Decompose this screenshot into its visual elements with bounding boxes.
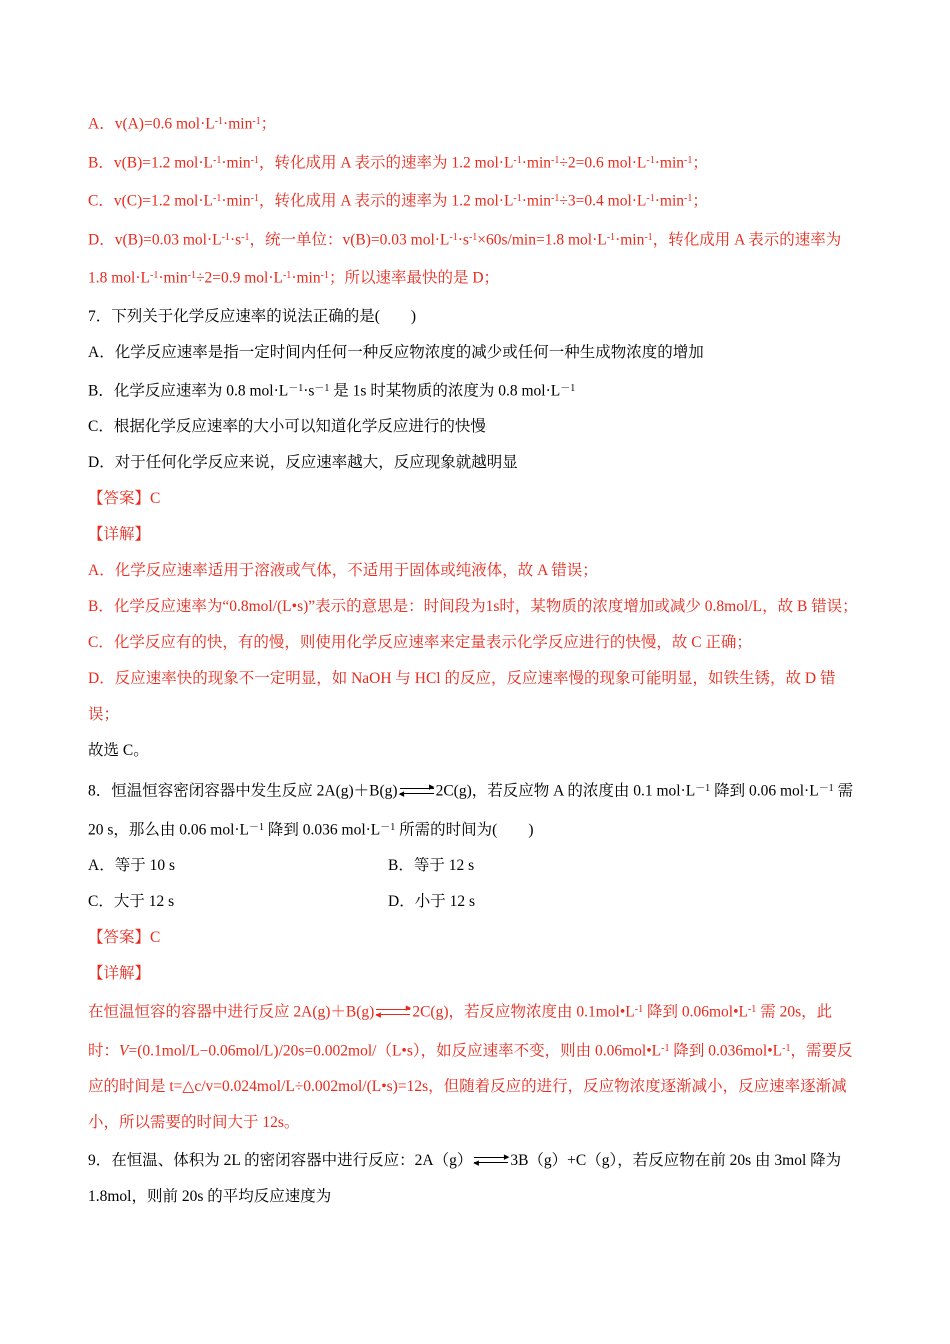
question-7-answer: 【答案】C [88, 490, 161, 507]
question-8-option-a: A．等于 10 s [88, 857, 175, 874]
question-8-option-b: B．等于 12 s [388, 857, 475, 874]
question-9-stem: 9．在恒温、体积为 2L 的密闭容器中进行反应：2A（g） ▸ ◂ 3B（g）+C（g），若反应物在前 20s 由 3mol 降为 1.8mol，则前 20s 的平均反应速度为 [88, 1150, 842, 1205]
question-8-options-row-2 [88, 884, 862, 920]
question-8-options-row-1 [88, 848, 862, 884]
question-7-conclusion: 故选 C。 [88, 742, 149, 759]
equilibrium-arrow-icon: ▸ ◂ [398, 781, 435, 800]
question-7-option-b: B．化学反应速率为 0.8 $mol\cdot L^{-1}\cdot s^{-1}$ 是 1s 时某物质的浓度为 0.8 $mol\cdot L^{-1}$ [88, 382, 576, 399]
question-8-explanation-label: 【详解】 [88, 965, 151, 982]
equilibrium-arrow-icon: ▸ ◂ [473, 1150, 510, 1170]
question-8-explanation-body: 在恒温恒容的容器中进行反应 2A(g)＋B(g) ▸ ◂ 2C(g)，若反应物浓度由 $0.1mol•L^{-1}$ 降到 $0.06mol•L^{-1}$ 需 20s，此时：V=(0.1mol/L−0.06mol/L)/20s=0.002mol/（L•s），如反应速率不变，则由 $0.06mol•L^{-1}$ 降到 $0.036mol•L^{-1}$，需要反应的时间是 t=△c/v=0.024mol/L÷0.002mol/(L•s)=12s，但随着反应的进行，反应物浓度逐渐减小，反应速率逐渐减小，所以需要的时间大于 12s。 [88, 1002, 853, 1131]
question-7-option-a: A．化学反应速率是指一定时间内任何一种反应物浓度的减少或任何一种生成物浓度的增加 [88, 343, 704, 361]
question-8-option-c: C．大于 12 s [88, 893, 175, 910]
question-7-option-c: C．根据化学反应速率的大小可以知道化学反应进行的快慢 [88, 418, 486, 435]
question-8-answer: 【答案】C [88, 929, 161, 946]
question-8-stem: 8．恒温恒容密闭容器中发生反应 2A(g)＋B(g) ▸ ◂ 2C(g)，若反应物 A 的浓度由 0.1 $mol\cdot L^{-1}$ 降到 0.06 $mol\cdot L^{-1}$ 需 20 s，那么由 0.06 $mol\cdot L^{-1}$ 降到 0.036 $mol\cdot L^{-1}$ 所需的时间为( ) [88, 781, 854, 838]
explanation-option-c: C．v(C)=1.2 $mol\cdot L^{-1}\cdot\min^{-1}$，转化成用 A 表示的速率为 1.2 $mol\cdot L^{-1}\cdot\min^{-1}\div 3=0.4$ $mol\cdot L^{-1}\cdot\min^{-1}$； [88, 192, 708, 210]
question-8-option-d: D．小于 12 s [388, 893, 475, 910]
question-7-stem: 7．下列关于化学反应速率的说法正确的是( ) [88, 307, 417, 325]
question-7-explanation-c: C．化学反应有的快，有的慢，则使用化学反应速率来定量表示化学反应进行的快慢，故 C 正确； [88, 634, 752, 651]
explanation-option-a: A．v(A)=0.6 $mol\cdot L^{-1}\cdot\min^{-1}$； [88, 115, 277, 133]
question-7-option-d: D．对于任何化学反应来说，反应速率越大，反应现象就越明显 [88, 454, 518, 471]
question-7-explanation-label: 【详解】 [88, 526, 151, 543]
rate-symbol: V [119, 1042, 129, 1059]
question-7-explanation-b: B．化学反应速率为“0.8mol/(L•s)”表示的意思是：时间段为1s时，某物质的浓度增加或减少 0.8mol/L，故 B 错误； [88, 598, 858, 615]
explanation-option-b: B．v(B)=1.2 $mol\cdot L^{-1}\cdot\min^{-1}$，转化成用 A 表示的速率为 1.2 $mol\cdot L^{-1}\cdot\min^{-1}\div 2=0.6$ $mol\cdot L^{-1}\cdot\min^{-1}$； [88, 154, 708, 171]
question-7-explanation-d: D．反应速率快的现象不一定明显，如 NaOH 与 HCl 的反应，反应速率慢的现象可能明显，如铁生锈，故 D 错误； [88, 670, 836, 723]
equilibrium-arrow-icon: ▸ ◂ [375, 1002, 412, 1021]
explanation-option-d: D．v(B)=0.03 $mol\cdot L^{-1}\cdot s^{-1}$，统一单位：v(B)=0.03 $mol\cdot L^{-1}\cdot s^{-1}\times 60s/\min=1.8$ $mol\cdot L^{-1}\cdot\min^{-1}$，转化成用 A 表示的速率为 1.8 $mol\cdot L^{-1}\cdot\min^{-1}\div 2=0.9$ $mol\cdot L^{-1}\cdot\min^{-1}$；所以速率最快的是 D； [88, 231, 842, 287]
question-7-explanation-a: A．化学反应速率适用于溶液或气体，不适用于固体或纯液体，故 A 错误； [88, 562, 598, 579]
